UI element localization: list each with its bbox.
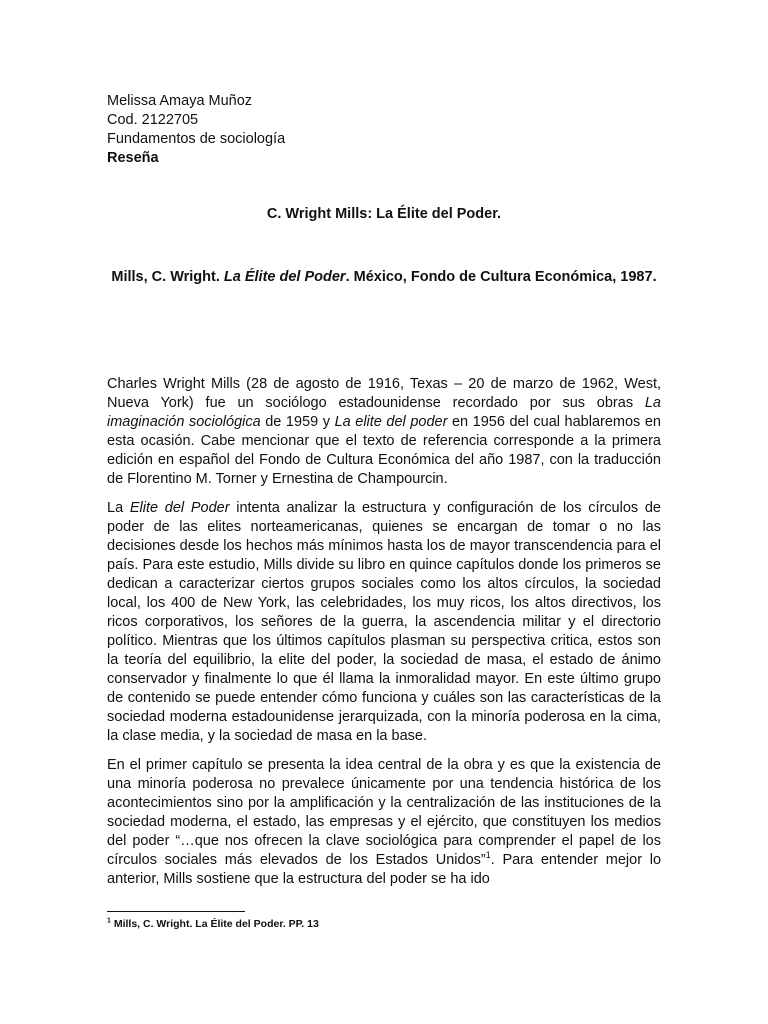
student-code: Cod. 2122705 [107, 112, 199, 128]
italic-work-title: Elite del Poder [129, 500, 230, 516]
paragraph-text: intenta analizar la estructura y configuración de los círculos de poder de las elites norteamericanas, quienes se encargan de tomar o no las decisiones desde los hechos más mínimos hasta los de mayor transcendencia para el país. Para este estudio, Mills divide su libro en quince capítulos donde los primeros se dedican a caracterizar ciertos grupos sociales como los altos círculos, la sociedad local, los 400 de New York, las celebridades, los muy ricos, los altos directivos, los ricos corporativos, los señores de la guerra, la ascendencia militar y el directorio político. Mientras que los últimos capítulos plasman su perspectiva critica, estos son la teoría del equilibrio, la elite del poder, la sociedad de masa, el estado de ánimo conservador y finalmente lo que él llama la inmoralidad mayor. En este último grupo de contenido se puede entender cómo funciona y cuáles son las características de la sociedad moderna estadounidense jerarquizada, con la minoría poderosa en la cima, la clase media, y la sociedad de masa en la base. [107, 500, 661, 744]
footnote-separator [107, 911, 245, 912]
paragraph-3 [107, 756, 661, 889]
reference-book-title: La Élite del Poder [223, 269, 346, 285]
paragraph-text: . Para entender mejor lo anterior, Mills sostiene que la estructura del poder se ha ido [107, 852, 662, 887]
author-name: Melissa Amaya Muñoz [107, 93, 253, 109]
course-name: Fundamentos de sociología [107, 131, 286, 147]
document-type: Reseña [107, 150, 159, 166]
bibliographic-reference [107, 267, 661, 287]
paragraph-text: En el primer capítulo se presenta la idea central de la obra y es que la existencia de una minoría poderosa no prevalece únicamente por una tendencia histórica de los acontecimientos sino por la amplificación y la centralización de las instituciones de la sociedad moderna, el estado, las empresas y el ejército, que constituyen los medios del poder “…que nos ofrecen la clave sociológica para comprender el papel de los círculos sociales más elevados de los Estados Unidos” [107, 757, 661, 868]
footnote-text: Mills, C. Wright. La Élite del Poder. PP. 13 [110, 918, 319, 930]
document-page [107, 92, 662, 887]
footnote [107, 917, 319, 931]
italic-work-title: La imaginación sociológica [107, 395, 661, 430]
body-text [107, 375, 661, 899]
paragraph-text: de 1959 y [260, 414, 335, 430]
paragraph-text: en 1956 del cual hablaremos en esta ocasión. Cabe mencionar que el texto de referencia corresponde a la primera edición en español del Fondo de Cultura Económica del año 1987, con la traducción de Florentino M. Torner y Ernestina de Champourcin. [107, 414, 661, 487]
paragraph-1 [107, 375, 661, 489]
italic-work-title: La elite del poder [334, 414, 448, 430]
footnote-number: 1 [107, 917, 111, 925]
reference-publisher: . México, Fondo de Cultura Económica, 1987. [345, 269, 657, 285]
review-title: C. Wright Mills: La Élite del Poder. [266, 206, 502, 222]
paragraph-2 [107, 499, 661, 746]
paragraph-text: La [107, 500, 130, 516]
footnote-reference[interactable]: 1 [485, 850, 491, 861]
reference-author: Mills, C. Wright. [111, 269, 220, 285]
paragraph-text: Charles Wright Mills (28 de agosto de 1916, Texas – 20 de marzo de 1962, West, Nueva York) fue un sociólogo estadounidense recordado por sus obras [107, 376, 661, 411]
